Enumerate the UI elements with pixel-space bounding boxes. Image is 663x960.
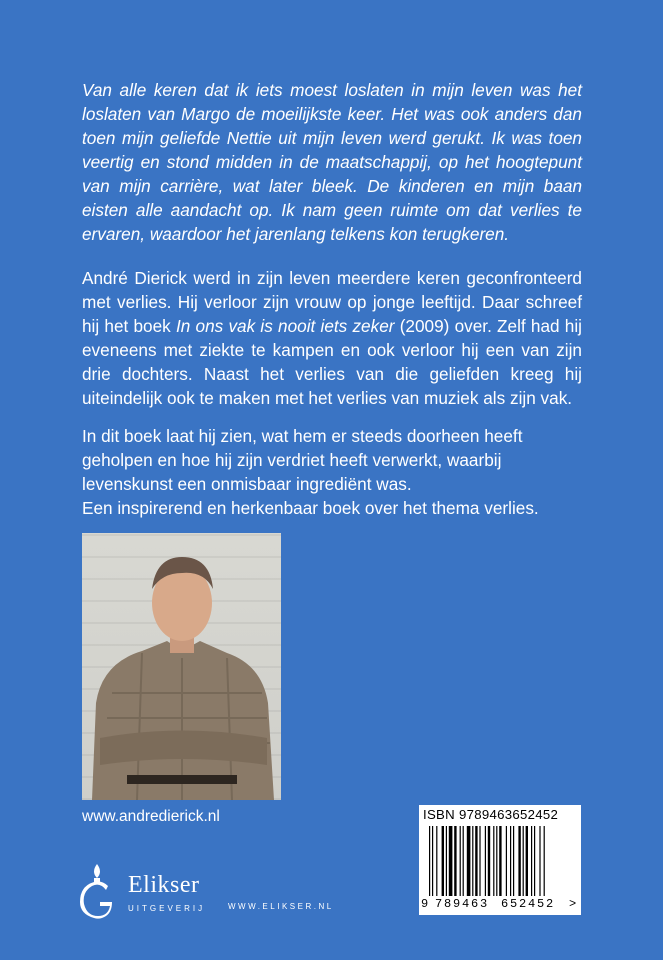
- closing-tagline: Een inspirerend en herkenbaar boek over het thema verlies.: [82, 498, 539, 518]
- barcode-digits-right: 652452: [501, 897, 556, 911]
- publisher-logo: [80, 862, 280, 922]
- author-portrait-illustration: [82, 533, 281, 800]
- bio-text-start: André Dierick werd in zijn leven meerdere keren geconfronteerd met verlies. Hij verloor zijn vrouw op jonge leeftijd. Daar schreef hij het boek: [82, 268, 582, 336]
- intro-quote: Van alle keren dat ik iets moest loslaten in mijn leven was het loslaten van Margo de moeilijkste keer. Het was ook anders dan toen mijn geliefde Nettie uit mijn leven werd gerukt. Ik was toen veertig en stond midden in de maatschappij, op het hoogtepunt van mijn carrière, wat later bleek. De kinderen en mijn baan eisten alle aandacht op. Ik nam geen ruimte om dat verlies te ervaren, waardoor het jarenlang telkens kon terugkeren.: [82, 80, 582, 244]
- author-photo: [82, 533, 281, 800]
- barcode-digits-left: 789463: [435, 897, 490, 911]
- elikser-emblem-icon: [80, 862, 114, 920]
- author-bio: [82, 266, 582, 410]
- barcode-arrow: >: [569, 897, 577, 911]
- author-website: www.andredierick.nl: [82, 808, 220, 825]
- isbn-barcode: [419, 805, 581, 915]
- publisher-website: WWW.ELIKSER.NL: [228, 902, 334, 911]
- barcode-bars: [423, 826, 577, 898]
- bio-text-end: (2009) over. Zelf had hij eveneens met ziekte te kampen en ook verloor hij een van zijn drie dochters. Naast het verlies van die geliefden kreeg hij uiteindelijk ook te maken met het verlies van muziek als zijn vak.: [82, 316, 582, 408]
- publisher-subtitle: UITGEVERIJ: [128, 904, 206, 913]
- isbn-label: ISBN 9789463652452: [423, 807, 559, 822]
- publisher-name: Elikser: [128, 872, 200, 898]
- barcode-digit-first: 9: [421, 897, 429, 911]
- earlier-book-title: In ons vak is nooit iets zeker: [175, 316, 395, 336]
- closing-section: [82, 424, 582, 520]
- closing-paragraph: In dit boek laat hij zien, wat hem er steeds doorheen heeft geholpen en hoe hij zijn verdriet heeft verwerkt, waarbij levenskunst een onmisbaar ingrediënt was.: [82, 426, 523, 494]
